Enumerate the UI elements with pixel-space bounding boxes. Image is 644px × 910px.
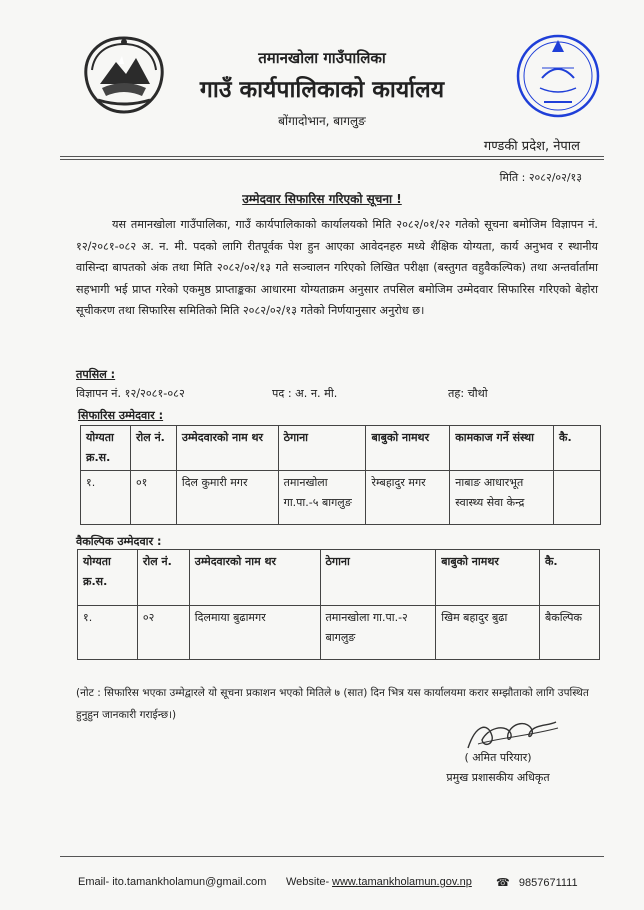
cell-remarks: बैकल्पिक — [539, 606, 599, 660]
notice-title: उम्मेदवार सिफारिस गरिएको सूचना ! — [242, 192, 402, 206]
footer-phone-number: 9857671111 — [518, 877, 578, 889]
office-name: गाउँ कार्यपालिकाको कार्यालय — [199, 77, 445, 103]
col-name: उम्मेदवारको नाम थर — [176, 426, 278, 471]
ad-number: विज्ञापन नं. १२/२०८१-०८२ — [76, 387, 185, 400]
municipality-name: तमानखोला गाउँपालिका — [258, 49, 386, 67]
col-roll: रोल नं. — [130, 426, 176, 471]
cell-roll: ०२ — [137, 606, 189, 660]
footer-email: Email- ito.tamankholamun@gmail.com — [78, 876, 267, 888]
tapasil-label: तपसिल : — [76, 368, 116, 381]
col-merit: योग्यता क्र.स. — [78, 550, 138, 606]
phone-icon: ☎ — [496, 877, 510, 889]
notice-note: (नोट : सिफारिस भएका उम्मेद्वारले यो सूचना प्रकाशन भएको मितिले ७ (सात) दिन भित्र यस कार्यालयमा करार सम्झौताको लागि उपस्थित हुनुहुन जानकारी गराईन्छ।) — [76, 687, 589, 721]
col-merit: योग्यता क्र.स. — [81, 426, 131, 471]
cell-address: तमानखोला गा.पा.-२ बागलुङ — [320, 606, 436, 660]
signatory-name: ( अमित परियार) — [464, 751, 532, 764]
col-father: बाबुको नामथर — [436, 550, 540, 606]
col-roll: रोल नं. — [137, 550, 189, 606]
col-remarks: कै. — [539, 550, 599, 606]
col-address: ठेगाना — [320, 550, 436, 606]
footer — [78, 876, 598, 888]
post-level: तह: चौथो — [448, 387, 488, 400]
table-header-row — [81, 426, 601, 471]
office-address: बोंगादोभान, बागलुङ — [278, 114, 366, 128]
cell-address: तमानखोला गा.पा.-५ बागलुङ — [278, 471, 366, 525]
cell-workplace: नाबाङ आधारभूत स्वास्थ्य सेवा केन्द्र — [450, 471, 554, 525]
col-name: उम्मेदवारको नाम थर — [189, 550, 320, 606]
cell-name: दिल कुमारी मगर — [176, 471, 278, 525]
table-header-row — [78, 550, 600, 606]
col-address: ठेगाना — [278, 426, 366, 471]
alternate-label: वैकल्पिक उम्मेदवार : — [76, 535, 162, 548]
recommended-table — [80, 425, 601, 525]
recommended-label: सिफारिस उम्मेदवार : — [78, 409, 164, 422]
footer-phone — [496, 876, 578, 889]
notice-date: मिति : २०८२/०२/१३ — [499, 171, 582, 184]
col-father: बाबुको नामथर — [366, 426, 450, 471]
alternate-table — [77, 549, 600, 660]
col-workplace: कामकाज गर्ने संस्था — [450, 426, 554, 471]
table-row — [78, 606, 600, 660]
cell-remarks — [554, 471, 601, 525]
col-remarks: कै. — [554, 426, 601, 471]
ad-info-row — [76, 386, 516, 401]
province-name: गण्डकी प्रदेश, नेपाल — [483, 139, 580, 154]
cell-merit: १. — [78, 606, 138, 660]
table-row — [81, 471, 601, 525]
footer-divider — [60, 856, 604, 857]
notice-heading — [0, 190, 644, 207]
cell-name: दिलमाया बुढामगर — [189, 606, 320, 660]
footer-website-link[interactable]: www.tamankholamun.gov.np — [332, 876, 472, 888]
cell-merit: १. — [81, 471, 131, 525]
cell-father: रेम्बहादुर मगर — [366, 471, 450, 525]
cell-roll: ०१ — [130, 471, 176, 525]
cell-father: खिम बहादुर बुढा — [436, 606, 540, 660]
header-divider — [60, 156, 604, 160]
footer-website-label: Website- — [286, 876, 330, 888]
notice-body: यस तमानखोला गाउँपालिका, गाउँ कार्यपालिकाको कार्यालयको मिति २०८२/०१/२२ गतेको सूचना बमोजिम विज्ञापन नं. १२/२०८१-०८२ अ. न. मी. पदको लागि रीतपूर्वक पेश हुन आएका आवेदनहरु मध्ये शैक्षिक योग्यता, कार्य अनुभव र स्थानीय वासिन्दा बापतको अंक तथा मिति २०८२/०२/१३ गते सञ्चालन गरिएको लिखित परीक्षा (बस्तुगत वहुवैकल्पिक) तथा अन्तर्वार्तामा सहभागी भई प्राप्त गरेको एकमुष्ठ प्राप्ताङ्कका आधारमा योग्यताक्रम अनुसार तपसिल बमोजिम उम्मेदवार सिफारिस गरिएको बेहोरा सूचीकरण तथा सिफारिस समितिको मिति २०८२/०२/१३ गतेको निर्णयानुसार अनुरोध छ। — [76, 218, 598, 317]
signatory-designation: प्रमुख प्रशासकीय अधिकृत — [446, 771, 550, 784]
post-name: पद : अ. न. मी. — [272, 387, 338, 400]
